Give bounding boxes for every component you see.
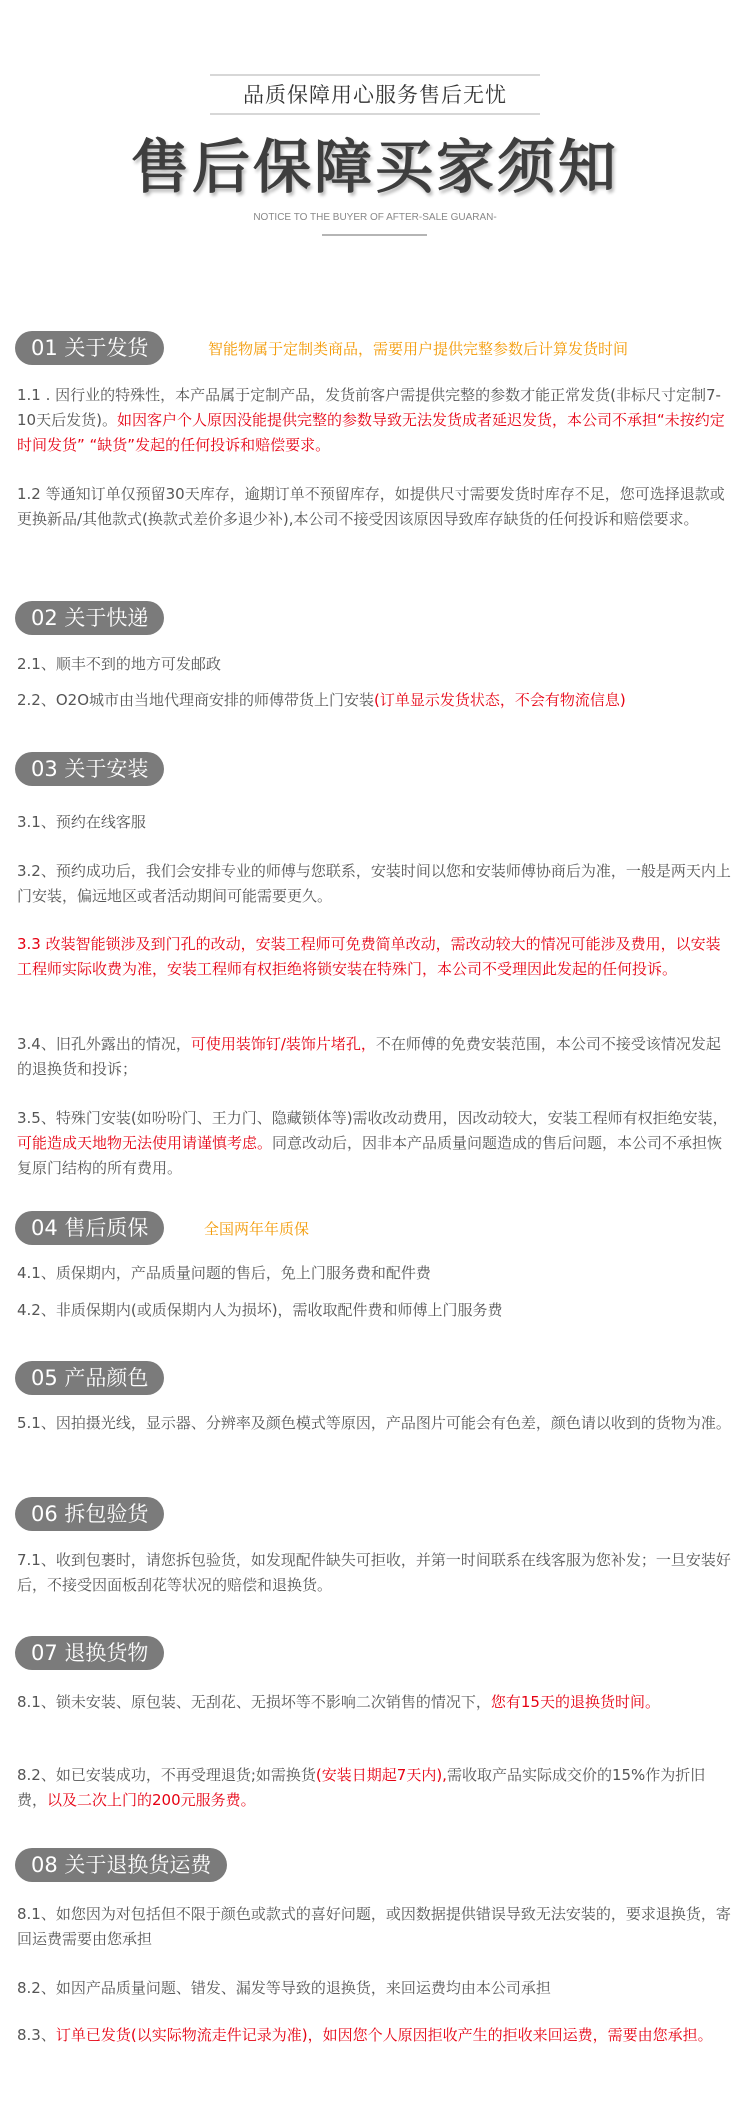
para-1-2: 1.2 等通知订单仅预留30天库存，逾期订单不预留库存，如提供尺寸需要发货时库存不足，您可选择退款或更换新品/其他款式(换款式差价多退少补),本公司不接受因该原因导致库存缺货的任何投诉和赔偿要求。	[17, 485, 725, 528]
para-7-2-normal-a: 8.2、如已安装成功，不再受理退货;如需换货	[17, 1766, 316, 1784]
para-8-2: 8.2、如因产品质量问题、错发、漏发等导致的退换货，来回运费均由本公司承担	[17, 1979, 551, 1997]
section-05-badge: 05 产品颜色	[15, 1361, 164, 1395]
para-3-4-normal-b: 不在师傅的免费安装范围，本公司不接受该情况发起的退换货和投诉；	[17, 1035, 721, 1078]
section-04-note: 全国两年年质保	[204, 1220, 310, 1238]
section-04-badge: 04 售后质保	[15, 1211, 164, 1245]
section-01-badge: 01 关于发货	[15, 331, 164, 365]
para-3-3: 3.3 改装智能锁涉及到门孔的改动，安装工程师可免费简单改动，需改动较大的情况可能涉及费用，以安装工程师实际收费为准，安装工程师有权拒绝将锁安装在特殊门，本公司不受理因此发起的任何投诉。	[17, 935, 721, 978]
para-3-5	[17, 1106, 733, 1181]
para-4-1: 4.1、质保期内，产品质量问题的售后，免上门服务费和配件费	[17, 1264, 431, 1282]
para-7-1-normal: 8.1、锁未安装、原包装、无刮花、无损坏等不影响二次销售的情况下，	[17, 1693, 491, 1711]
para-6-1: 7.1、收到包裹时，请您拆包验货，如发现配件缺失可拒收，并第一时间联系在线客服为您补发；一旦安装好后，不接受因面板刮花等状况的赔偿和退换货。	[17, 1551, 731, 1594]
para-1-1-normal: 1.1 . 因行业的特殊性，本产品属于定制产品，发货前客户需提供完整的参数才能正常发货(非标尺寸定制7-10天后发货)。	[17, 386, 721, 429]
para-3-5-red: 可能造成天地物无法使用请谨慎考虑。	[17, 1134, 273, 1152]
header-short-divider	[322, 234, 427, 236]
para-3-5-normal-a: 3.5、特殊门安装(如吩吩门、王力门、隐藏锁体等)需收改动费用，因改动较大，安装工程师有权拒绝安装，	[17, 1109, 728, 1127]
para-3-4-red: 可使用装饰钉/装饰片堵孔，	[190, 1035, 376, 1053]
para-7-2	[17, 1763, 733, 1813]
para-2-2-normal: 2.2、O2O城市由当地代理商安排的师傅带货上门安装	[17, 691, 375, 709]
para-7-2-red-a: (安装日期起7天内),	[315, 1766, 447, 1784]
para-8-3-normal: 8.3、	[17, 2026, 56, 2044]
section-01-note: 智能物属于定制类商品，需要用户提供完整参数后计算发货时间	[208, 340, 629, 358]
section-07-badge: 07 退换货物	[15, 1636, 164, 1670]
para-3-2: 3.2、预约成功后，我们会安排专业的师傅与您联系，安装时间以您和安装师傅协商后为准，一般是两天内上门安装，偏远地区或者活动期间可能需要更久。	[17, 862, 731, 905]
para-3-4	[17, 1032, 733, 1082]
section-08-badge: 08 关于退换货运费	[15, 1848, 227, 1882]
para-7-2-red-b: 以及二次上门的200元服务费。	[47, 1791, 256, 1809]
header-divider-top	[210, 74, 540, 76]
para-4-2: 4.2、非质保期内(或质保期内人为损坏)，需收取配件费和师傅上门服务费	[17, 1301, 503, 1319]
section-02-badge: 02 关于快递	[15, 601, 164, 635]
para-7-2-normal-b: 需收取产品实际成交价的15%作为折旧费，	[17, 1766, 706, 1809]
para-3-4-normal-a: 3.4、旧孔外露出的情况，	[17, 1035, 191, 1053]
para-2-2-red: (订单显示发货状态，不会有物流信息)	[374, 691, 626, 709]
para-1-1	[17, 383, 733, 458]
section-03-badge: 03 关于安装	[15, 752, 164, 786]
para-7-1-red: 您有15天的退换货时间。	[490, 1693, 660, 1711]
header-divider-bottom	[210, 113, 540, 115]
para-8-3	[17, 2023, 733, 2048]
section-06-badge: 06 拆包验货	[15, 1497, 164, 1531]
para-8-1: 8.1、如您因为对包括但不限于颜色或款式的喜好问题，或因数据提供错误导致无法安装的，要求退换货，寄回运费需要由您承担	[17, 1905, 731, 1948]
header-subtitle: 品质保障用心服务售后无忧	[243, 83, 507, 107]
para-2-1: 2.1、顺丰不到的地方可发邮政	[17, 655, 221, 673]
para-7-1	[17, 1690, 733, 1715]
para-2-2	[17, 688, 733, 713]
header-english-caption: NOTICE TO THE BUYER OF AFTER-SALE GUARAN-	[253, 212, 497, 223]
para-8-3-red: 订单已发货(以实际物流走件记录为准)，如因您个人原因拒收产生的拒收来回运费，需要由您承担。	[55, 2026, 713, 2044]
para-3-5-normal-b: 同意改动后，因非本产品质量问题造成的售后问题，本公司不承担恢复原门结构的所有费用。	[17, 1134, 723, 1177]
para-5-1: 5.1、因拍摄光线，显示器、分辨率及颜色模式等原因，产品图片可能会有色差，颜色请以收到的货物为准。	[17, 1414, 731, 1432]
para-1-1-red: 如因客户个人原因没能提供完整的参数导致无法发货成者延迟发货，本公司不承担“未按约定时间发货” “缺货”发起的任何投诉和赔偿要求。	[17, 411, 725, 454]
para-3-1: 3.1、预约在线客服	[17, 813, 146, 831]
page-title: 售后保障买家须知	[130, 133, 619, 201]
